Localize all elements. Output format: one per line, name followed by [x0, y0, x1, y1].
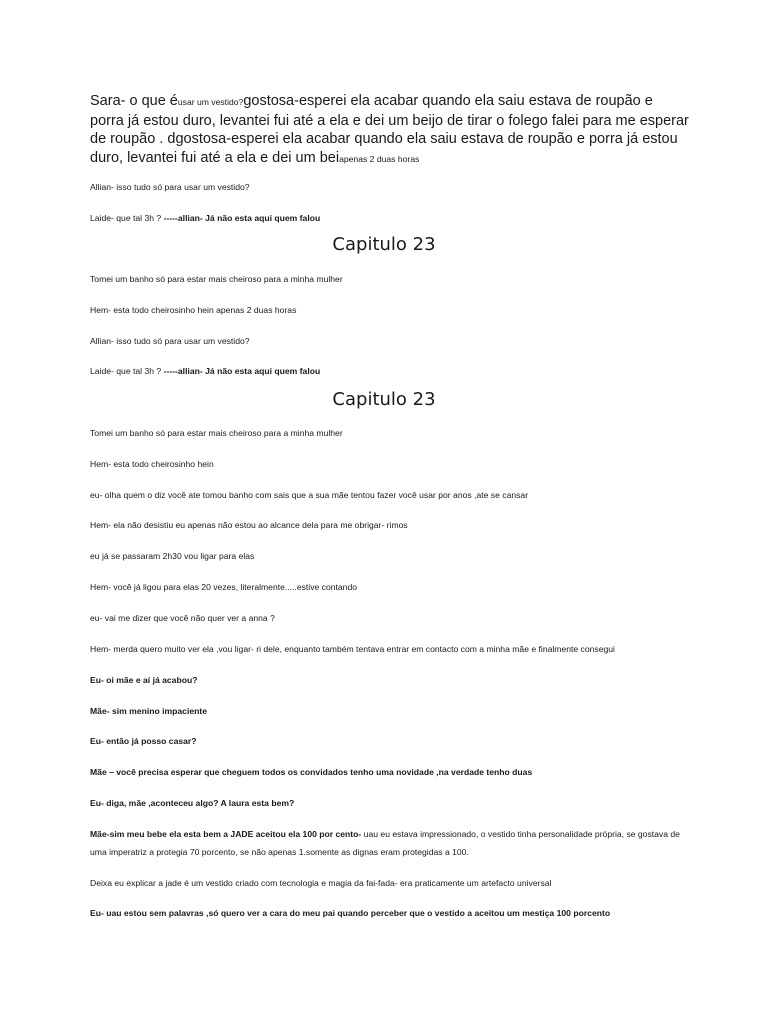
line-text: Laide- que tal 3h ?	[90, 366, 164, 376]
line-eu-sais: eu- olha quem o diz você ate tomou banho com sais que a sua mãe tentou fazer você usar por anos ,ate se cansar	[90, 490, 529, 500]
chapter-heading-2: Capitulo 23	[332, 389, 436, 410]
line-hem-merda: Hem- merda quero muito ver ela ,vou ligar- ri dele, enquanto também tentava entrar em contacto com a minha mãe e finalmente consegui	[90, 644, 615, 654]
intro-small-1: usar um vestido?	[177, 97, 244, 107]
line-bold-text: -----allian- Já não esta aqui quem falou	[163, 366, 321, 376]
line-text: Hem- esta todo cheirosinho hein apenas 2 duas horas	[90, 305, 297, 315]
line-eu-laura: Eu- diga, mãe ,aconteceu algo? A laura esta bem?	[90, 798, 295, 808]
line-text: Tomei um banho só para estar mais cheiroso para a minha mulher	[90, 274, 343, 284]
line-text: Allian- isso tudo só para usar um vestido?	[90, 336, 250, 346]
line-bold-text: -----allian- Já não esta aqui quem falou	[163, 213, 321, 223]
line-laide-2	[90, 365, 690, 377]
line-eu-uau: Eu- uau estou sem palavras ,só quero ver a cara do meu pai quando perceber que o vestido a aceitou um mestiça 100 porcento	[90, 908, 611, 918]
line-allian-1	[90, 181, 690, 193]
line-allian-2	[90, 335, 690, 347]
line-eu-anna: eu- vai me dizer que você não quer ver a anna ?	[90, 613, 275, 623]
line-hem-desistiu: Hem- ela não desistiu eu apenas não estou ao alcance dela para me obrigar- rimos	[90, 520, 408, 530]
intro-text-2: gostosa-esperei ela acabar quando ela saiu estava de roupão e porra já estou duro, levantei fui até a ela e dei um beijo de tirar o folego falei para me esperar de roupão . dgostosa-esperei ela acabar quando ela saiu estava de roupão e porra já estou duro, levantei fui até a ela e dei um bei	[90, 93, 689, 166]
line-eu-casar: Eu- então já posso casar?	[90, 736, 197, 746]
intro-small-2: apenas 2 duas horas	[339, 153, 420, 164]
line-text: Laide- que tal 3h ?	[90, 213, 164, 223]
line-laide-1	[90, 212, 690, 224]
paragraph-bold-text: Mãe-sim meu bebe ela esta bem a JADE aceitou ela 100 por cento-	[90, 829, 362, 839]
line-mae-sim: Mãe- sim menino impaciente	[90, 706, 208, 716]
intro-paragraph	[90, 92, 690, 168]
line-text: Allian- isso tudo só para usar um vestido?	[90, 182, 250, 192]
chapter-heading-1: Capitulo 23	[332, 234, 436, 255]
line-eu-ligar: eu já se passaram 2h30 vou ligar para elas	[90, 551, 255, 561]
line-hem-1	[90, 304, 690, 316]
line-banho-1	[90, 273, 690, 285]
line-hem-2: Hem- esta todo cheirosinho hein	[90, 459, 214, 469]
line-jade-explicar: Deixa eu explicar a jade é um vestido criado com tecnologia e magia da fai-fada- era praticamente um artefacto universal	[90, 878, 552, 888]
line-banho-2: Tomei um banho só para estar mais cheiroso para a minha mulher	[90, 428, 343, 438]
paragraph-mae-jade	[90, 825, 690, 861]
line-mae-novidade: Mãe – você precisa esperar que cheguem todos os convidados tenho uma novidade ,na verdade tenho duas	[90, 767, 533, 777]
paragraph-text: uau eu estava impressionado, o vestido tinha personalidade própria, se gostava de uma imperatriz a protegia 70 porcento, se não apenas 1.somente as dignas eram protegidas a 100.	[90, 829, 680, 857]
line-hem-20-vezes: Hem- você já ligou para elas 20 vezes, literalmente.....estive contando	[90, 582, 358, 592]
intro-text-1: Sara- o que é	[90, 93, 178, 109]
line-eu-oi-mae: Eu- oi mãe e aí já acabou?	[90, 675, 198, 685]
